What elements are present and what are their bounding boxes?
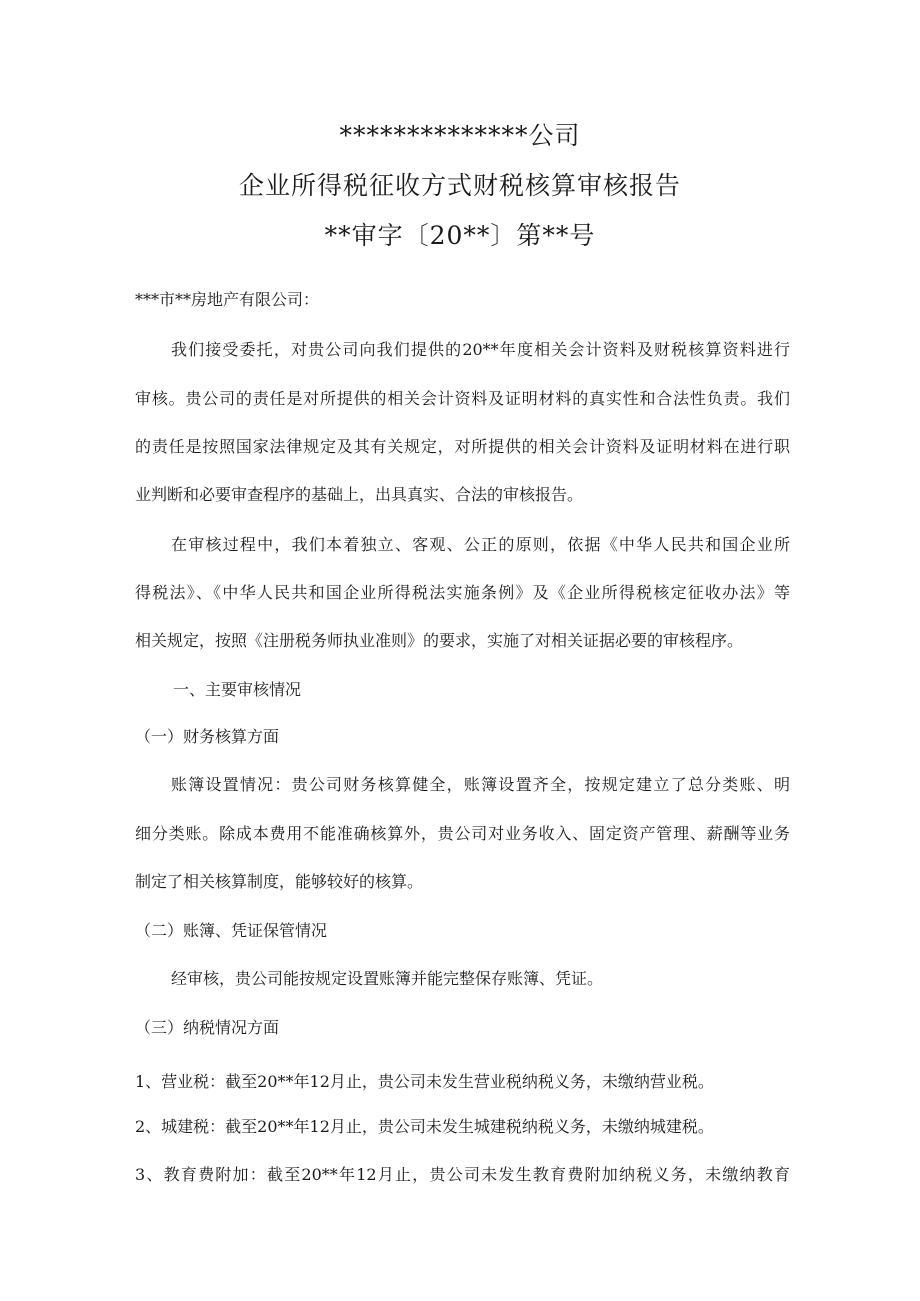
tax-item: 1、营业税：截至20**年12月止，贵公司未发生营业税纳税义务，未缴纳营业税。	[135, 1072, 714, 1091]
tax-item: 2、城建税：截至20**年12月止，贵公司未发生城建税纳税义务，未缴纳城建税。	[135, 1117, 714, 1136]
addressee: ***市**房地产有限公司：	[135, 290, 320, 309]
section-heading: 一、主要审核情况	[173, 680, 302, 699]
subsection-heading: （一）财务核算方面	[135, 727, 280, 746]
subsection-heading: （二）账簿、凭证保管情况	[135, 921, 328, 940]
report-title: 企业所得税征收方式财税核算审核报告	[238, 171, 681, 200]
paragraph-line: 经审核，贵公司能按规定设置账簿并能完整保存账簿、凭证。	[171, 969, 604, 988]
paragraph-line: 的责任是按照国家法律规定及其有关规定，对所提供的相关会计资料及证明材料在进行职	[135, 437, 790, 456]
paragraph-line: 得税法》、《中华人民共和国企业所得税法实施条例》及《企业所得税核定征收办法》等	[135, 583, 790, 602]
paragraph-line: 我们接受委托，对贵公司向我们提供的20**年度相关会计资料及财税核算资料进行	[171, 340, 790, 359]
paragraph-line: 业判断和必要审查程序的基础上，出具真实、合法的审核报告。	[135, 485, 584, 504]
paragraph-line: 审核。贵公司的责任是对所提供的相关会计资料及证明材料的真实性和合法性负责。我们	[135, 389, 790, 408]
company-name: **************公司	[339, 121, 581, 150]
paragraph-line: 细分类账。除成本费用不能准确核算外，贵公司对业务收入、固定资产管理、薪酬等业务	[135, 824, 790, 843]
tax-item: 3、教育费附加：截至20**年12月止，贵公司未发生教育费附加纳税义务，未缴纳教育	[135, 1165, 790, 1184]
subsection-heading: （三）纳税情况方面	[135, 1018, 280, 1037]
document-number: **审字〔20**〕第**号	[324, 221, 596, 250]
paragraph-line: 在审核过程中，我们本着独立、客观、公正的原则，依据《中华人民共和国企业所	[171, 535, 790, 554]
paragraph-line: 制定了相关核算制度，能够较好的核算。	[135, 872, 424, 891]
paragraph-line: 账簿设置情况：贵公司财务核算健全，账簿设置齐全，按规定建立了总分类账、明	[171, 775, 790, 794]
paragraph-line: 相关规定，按照《注册税务师执业准则》的要求，实施了对相关证据必要的审核程序。	[135, 631, 744, 650]
